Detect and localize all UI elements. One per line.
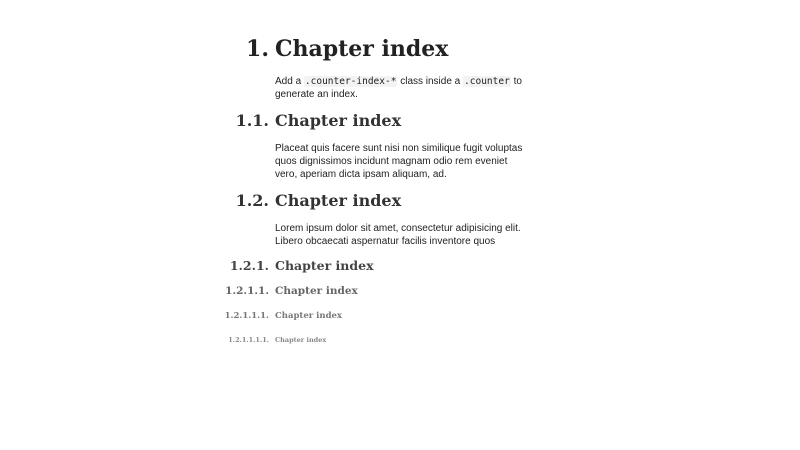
body-paragraph: Lorem ipsum dolor sit amet, consectetur adipisicing elit. Libero obcaecati aspernatur facilis inventore quos: [275, 223, 521, 247]
counter-index-code: .counter-index-*: [304, 76, 397, 87]
chapter-heading-1-2: [0, 191, 401, 210]
chapter-title: Chapter index: [275, 336, 327, 344]
chapter-title: Chapter index: [275, 258, 374, 273]
intro-text-after: to generate an index.: [275, 76, 522, 100]
chapter-number: 1.: [246, 36, 269, 62]
chapter-number: 1.2.1.: [229, 258, 269, 273]
intro-text-middle: class inside a: [397, 76, 464, 87]
chapter-heading-1-2-1-1-1-1: [0, 336, 326, 344]
chapter-number: 1.2.1.1.: [225, 285, 269, 297]
chapter-heading-1-2-1: [0, 258, 374, 273]
body-paragraph: Placeat quis facere sunt nisi non similique fugit voluptas quos dignissimos incidunt magnam odio rem eveniet vero, aperiam dicta ipsam aliquam, ad.: [275, 143, 523, 180]
chapter-title: Chapter index: [275, 285, 358, 297]
chapter-number: 1.2.: [235, 191, 269, 210]
chapter-title: Chapter index: [275, 111, 402, 130]
chapter-heading-1-1: [0, 111, 401, 130]
chapter-number: 1.2.1.1.1.1.: [228, 336, 269, 344]
intro-text-before: Add a: [275, 76, 304, 87]
chapter-heading-1-2-1-1: [0, 285, 358, 297]
chapter-heading-1: [0, 36, 448, 62]
intro-paragraph: [275, 75, 530, 101]
chapter-title: Chapter index: [275, 36, 449, 62]
chapter-number: 1.1.: [235, 111, 269, 130]
counter-code: .counter: [464, 76, 510, 87]
chapter-title: Chapter index: [275, 191, 402, 210]
chapter-number: 1.2.1.1.1.: [224, 311, 269, 321]
chapter-heading-1-2-1-1-1: [0, 311, 342, 321]
chapter-title: Chapter index: [275, 311, 342, 321]
